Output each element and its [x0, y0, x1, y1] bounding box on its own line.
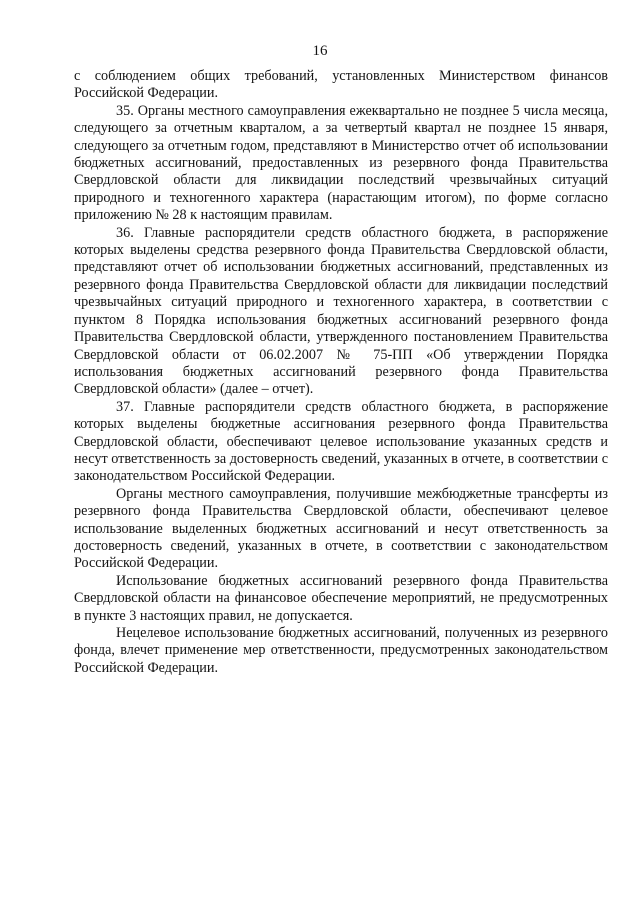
- page-number: 16: [312, 43, 328, 59]
- paragraph-36: 36. Главные распорядители средств областного бюджета, в распоряжение которых выделены средства резервного фонда Правительства Свердловской области, представляют отчет об использовании бюджетных ассигнований, представленных из резервного фонда Правительства Свердловской области для ликвидации последствий чрезвычайных ситуаций природного и техногенного характера, в соответствии с пунктом 8 Порядка использования бюджетных ассигнований резервного фонда Правительства Свердловской области, утвержденного постановлением Правительства Свердловской области от 06.02.2007 № 75-ПП «Об утверждении Порядка использования бюджетных ассигнований резервного фонда Правительства Свердловской области» (далее – отчет).: [74, 224, 608, 398]
- paragraph-37: 37. Главные распорядители средств областного бюджета, в распоряжение которых выделены бюджетные ассигнования резервного фонда Правительства Свердловской области, обеспечивают целевое использование указанных средств и несут ответственность за достоверность сведений, указанных в отчете, в соответствии с законодательством Российской Федерации.: [74, 398, 608, 485]
- paragraph-misuse-liability: Нецелевое использование бюджетных ассигнований, полученных из резервного фонда, влечет применение мер ответственности, предусмотренных законодательством Российской Федерации.: [74, 625, 608, 676]
- paragraph-local-governments: Органы местного самоуправления, получившие межбюджетные трансферты из резервного фонда Правительства Свердловской области, обеспечивают целевое использование выделенных бюджетных ассигнований и несут ответственность за достоверность сведений, указанных в отчете, в соответствии с законодательством Российской Федерации.: [74, 485, 608, 572]
- document-body: [74, 68, 608, 677]
- paragraph-continuation: с соблюдением общих требований, установленных Министерством финансов Российской Федерации.: [74, 68, 608, 102]
- paragraph-usage-restriction: Использование бюджетных ассигнований резервного фонда Правительства Свердловской области на финансовое обеспечение мероприятий, не предусмотренных в пункте 3 настоящих правил, не допускается.: [74, 572, 608, 624]
- paragraph-35: 35. Органы местного самоуправления ежеквартально не позднее 5 числа месяца, следующего за отчетным кварталом, а за четвертый квартал не позднее 15 января, следующего за отчетным годом, представляют в Министерство отчет об использовании бюджетных ассигнований, предоставленных из резервного фонда Правительства Свердловской области для ликвидации последствий чрезвычайных ситуаций природного и техногенного характера (нарастающим итогом), по форме согласно приложению № 28 к настоящим правилам.: [74, 102, 608, 224]
